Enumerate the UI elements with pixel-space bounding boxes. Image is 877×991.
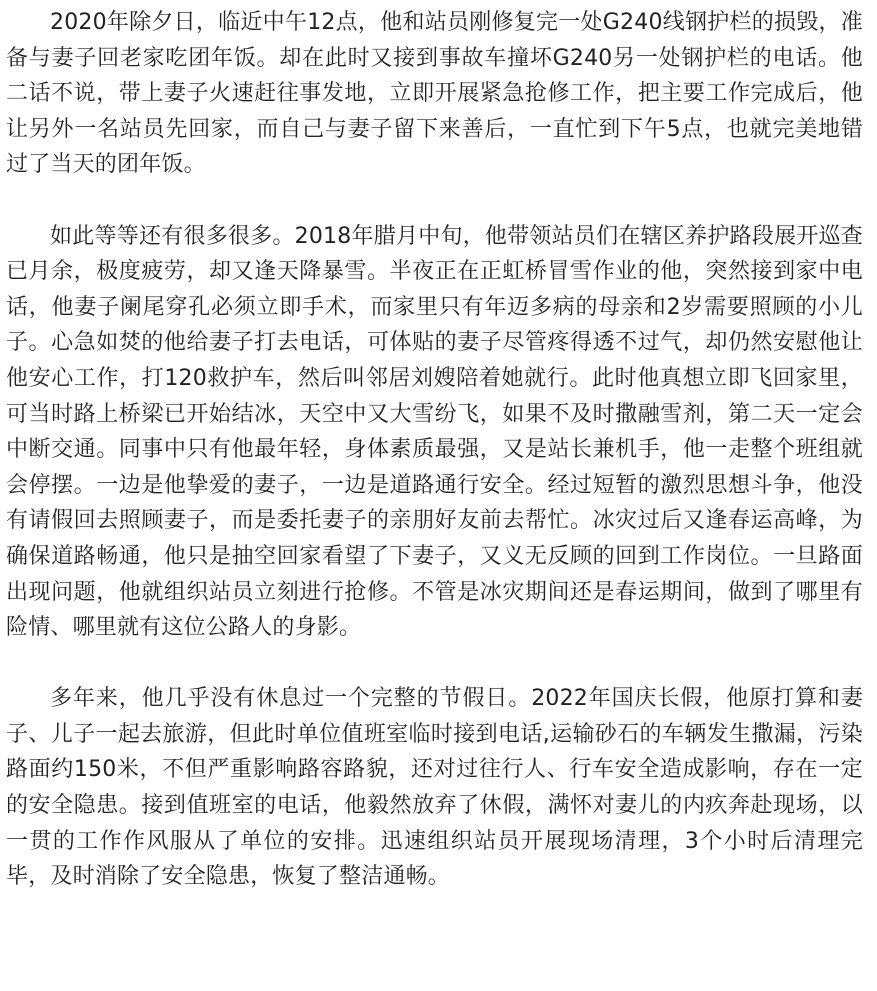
paragraph-national-day-2022: 多年来，他几乎没有休息过一个完整的节假日。2022年国庆长假，他原打算和妻子、儿子一起去旅游，但此时单位值班室临时接到电话,运输砂石的车辆发生撒漏，污染路面约150米，不但严重影响路容路貌，还对过往行人、行车安全造成影响，存在一定的安全隐患。接到值班室的电话，他毅然放弃了休假，满怀对妻儿的内疚奔赴现场，以一贯的工作作风服从了单位的安排。迅速组织站员开展现场清理，3个小时后清理完毕，及时消除了安全隐患，恢复了整洁通畅。 bbox=[6, 686, 863, 890]
paragraph-snowstorm-2018: 如此等等还有很多很多。2018年腊月中旬，他带领站员们在辖区养护路段展开巡查已月余，极度疲劳，却又逢天降暴雪。半夜正在正虹桥冒雪作业的他，突然接到家中电话，他妻子阑尾穿孔必须立即手术，而家里只有年迈多病的母亲和2岁需要照顾的小儿子。心急如焚的他给妻子打去电话，可体贴的妻子尽管疼得透不过气，却仍然安慰他让他安心工作，打120救护车，然后叫邻居刘嫂陪着她就行。此时他真想立即飞回家里，可当时路上桥梁已开始结冰，天空中又大雪纷飞，如果不及时撒融雪剂，第二天一定会中断交通。同事中只有他最年轻，身体素质最强，又是站长兼机手，他一走整个班组就会停摆。一边是他挚爱的妻子，一边是道路通行安全。经过短暂的激烈思想斗争，他没有请假回去照顾妻子，而是委托妻子的亲朋好友前去帮忙。冰灾过后又逢春运高峰，为确保道路畅通，他只是抽空回家看望了下妻子，又义无反顾的回到工作岗位。一旦路面出现问题，他就组织站员立刻进行抢修。不管是冰灾期间还是春运期间，做到了哪里有险情、哪里就有这位公路人的身影。 bbox=[6, 223, 863, 641]
paragraph-new-year-eve-repair: 2020年除夕日，临近中午12点，他和站员刚修复完一处G240线钢护栏的损毁，准备与妻子回老家吃团年饭。却在此时又接到事故车撞坏G240另一处钢护栏的电话。他二话不说，带上妻子火速赶往事发地，立即开展紧急抢修工作，把主要工作完成后，他让另外一名站员先回家，而自己与妻子留下来善后，一直忙到下午5点，也就完美地错过了当天的团年饭。 bbox=[6, 10, 863, 178]
